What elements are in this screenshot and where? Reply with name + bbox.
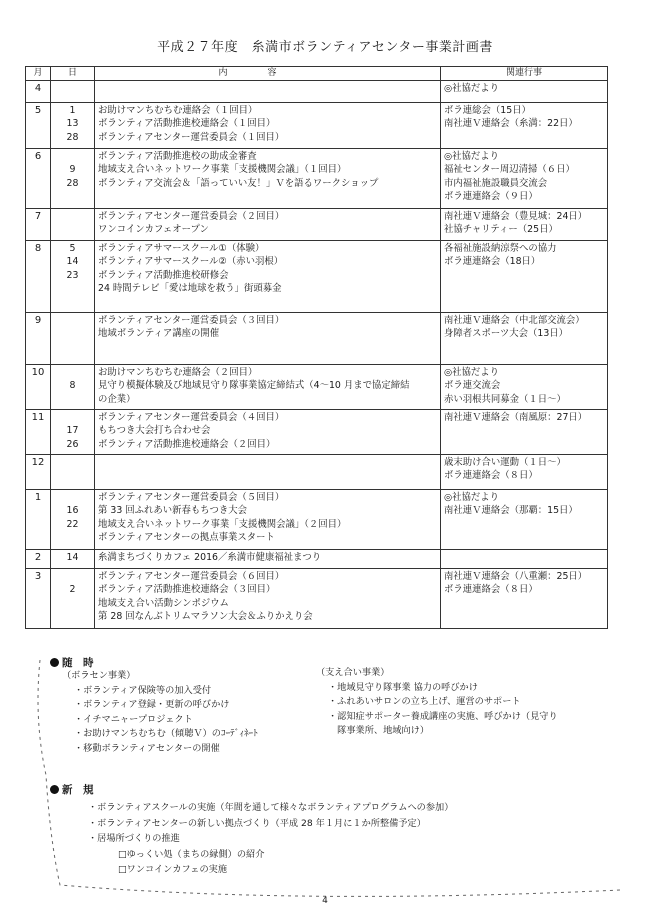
month-cell: 6 — [26, 149, 51, 209]
content-line: 地域支え合いネットワーク事業「支援機関会議」（２回目） — [98, 518, 347, 530]
month-cell: 8 — [26, 241, 51, 313]
ongoing-heading: 随 時 — [50, 655, 94, 670]
day-line: 14 — [66, 552, 79, 564]
page-number: 4 — [322, 896, 328, 906]
day-line: 28 — [66, 177, 79, 189]
content-line: ボランティアサマースクール①（体験） — [98, 243, 265, 255]
list-item: ・イチマニャープロジェクト — [74, 713, 193, 725]
content-line: ボランティア活動推進校の助成金審査 — [98, 151, 257, 163]
content-line: ボランティアセンター運営委員会（３回目） — [98, 315, 285, 327]
related-line: 各福祉施設納涼祭への協力 — [444, 243, 557, 255]
related-line: ◎社協だより — [444, 151, 500, 163]
list-item: ・ボランティアセンターの新しい拠点づくり（平成 28 年１月に１か所整備予定） — [88, 817, 426, 829]
related-line: 身障者スポーツ大会（13日） — [444, 328, 569, 340]
content-line: 見守り模擬体験及び地域見守り隊事業協定締結式（4～10 月まで協定締結 — [98, 380, 410, 392]
content-line: 糸満まちづくりカフェ 2016／糸満市健康福祉まつり — [98, 552, 322, 564]
list-item: ・認知症サポーター養成講座の実施、呼びかけ（見守り — [328, 710, 558, 722]
related-line: ボラ連連絡会（18日） — [444, 256, 541, 268]
content-line: 24 時間テレビ「愛は地球を救う」街頭募金 — [98, 282, 282, 294]
month-cell: 12 — [26, 455, 51, 490]
header-related: 関連行事 — [441, 67, 608, 81]
content-line: ボランティアセンター運営委員会（６回目） — [98, 571, 285, 583]
list-item: ・地域見守り隊事業 協力の呼びかけ — [328, 681, 478, 693]
content-line: ボランティアセンター運営委員会（４回目） — [98, 412, 285, 424]
day-line: 8 — [69, 380, 76, 392]
content-line: ボランティアセンター運営委員会（１回目） — [98, 131, 285, 143]
day-line: 14 — [66, 256, 79, 268]
content-line: ボランティアセンター運営委員会（５回目） — [98, 492, 285, 504]
related-line: 南社連Ｖ連絡会（那覇：15日） — [444, 505, 578, 517]
related-line: 南社連Ｖ連絡会（南風原：27日） — [444, 412, 588, 424]
day-line: 22 — [66, 518, 79, 530]
sasaeai-label: （支え合い事業） — [316, 667, 390, 678]
content-line: 第 33 回ふれあい新春もちつき大会 — [98, 505, 248, 517]
list-item: ・ボランティア保険等の加入受付 — [74, 684, 212, 696]
content-line: ボランティア活動推進校連絡会（２回目） — [98, 438, 276, 450]
borasen-label: （ボラセン事業） — [62, 670, 136, 681]
related-line: 南社連Ｖ連絡会（豊見城：24日） — [444, 211, 588, 223]
content-line: お助けマンちむちむ連絡会（１回目） — [98, 105, 258, 117]
related-line: ボラ連連絡会（８日） — [444, 470, 538, 482]
day-line: 13 — [66, 118, 79, 130]
content-line: ボランティア活動推進校連絡会（１回目） — [98, 118, 276, 130]
content-line: ボランティアサマースクール②（赤い羽根） — [98, 256, 284, 268]
list-item: ・移動ボランティアセンターの開催 — [74, 742, 220, 754]
day-line: 2 — [69, 584, 76, 596]
day-line: 17 — [66, 425, 79, 437]
related-line: 歳末助け合い運動（１日～） — [444, 457, 566, 469]
content-line: の企業） — [98, 393, 136, 405]
day-line: 9 — [69, 164, 76, 176]
related-line: ◎社協だより — [444, 367, 500, 379]
content-line: 第 28 回なんぶトリムマラソン大会＆ふりかえり会 — [98, 610, 313, 622]
list-item: ・ボランティアスクールの実施（年間を通して様々なボランティアプログラムへの参加） — [88, 802, 454, 813]
list-item: 隊事業所、地域向け） — [328, 725, 430, 736]
header-month: 月 — [26, 67, 51, 81]
list-item: ・ボランティア登録・更新の呼びかけ — [74, 699, 230, 710]
related-line: ボラ連総会（15日） — [444, 105, 531, 117]
related-line: 南社連Ｖ連絡会（八重瀬：25日） — [444, 571, 588, 583]
related-line: ◎社協だより — [444, 83, 500, 95]
content-line: 地域ボランティア講座の開催 — [98, 328, 220, 340]
content-line: ボランティア活動推進校連絡会（３回目） — [98, 584, 276, 596]
related-line: ボラ連連絡会（８日） — [444, 584, 538, 596]
content-line: 地域支え合い活動シンポジウム — [98, 597, 229, 609]
related-line: ボラ連連絡会（９日） — [444, 190, 538, 202]
month-cell: 9 — [26, 313, 51, 365]
month-cell: 3 — [26, 569, 51, 629]
day-line: 23 — [66, 269, 79, 281]
content-line: ワンコインカフェオープン — [98, 224, 209, 236]
month-cell: 1 — [26, 490, 51, 550]
related-line: ◎社協だより — [444, 492, 500, 504]
list-subitem: □ゆっくい処（まちの縁側）の紹介 — [118, 848, 265, 860]
content-line: もちつき大会打ち合わせ会 — [98, 425, 211, 437]
header-content: 内容 — [95, 67, 441, 81]
related-line: 南社連Ｖ連絡会（糸満：22日） — [444, 118, 578, 130]
month-cell: 10 — [26, 365, 51, 410]
month-cell: 7 — [26, 209, 51, 241]
list-item: ・ふれあいサロンの立ち上げ、運営のサポート — [328, 696, 521, 707]
related-line: 赤い羽根共同募金（１日～） — [444, 393, 566, 405]
day-line: 5 — [69, 243, 76, 255]
related-line: 南社連Ｖ連絡会（中北部交流会） — [444, 315, 585, 327]
header-day: 日 — [51, 67, 95, 81]
list-subitem: □ワンコインカフェの実施 — [118, 864, 228, 875]
content-line: ボランティア交流会＆「語っていい友！」Ｖを語るワークショップ — [98, 177, 379, 189]
content-line: ボランティア活動推進校研修会 — [98, 269, 229, 281]
day-line: 28 — [66, 131, 79, 143]
month-cell: 5 — [26, 103, 51, 149]
related-line: ボラ連交流会 — [444, 380, 501, 392]
content-line: 地域支え合いネットワーク事業「支援機関会議」（１回目） — [98, 164, 347, 176]
related-line: 福祉センター周辺清掃（６日） — [444, 164, 575, 176]
content-line: お助けマンちむちむ連絡会（２回目） — [98, 367, 258, 379]
month-cell: 4 — [26, 81, 51, 103]
day-line: 26 — [66, 438, 79, 450]
related-line: 市内福祉施設職員交流会 — [444, 177, 548, 189]
day-line: 16 — [66, 505, 79, 517]
day-line: 1 — [69, 105, 76, 117]
list-item: ・お助けマンちむちむ（傾聴Ｖ）のｺｰﾃﾞｨﾈｰﾄ — [74, 728, 258, 739]
related-line: 社協チャリティー（25日） — [444, 224, 558, 236]
content-line: ボランティアセンターの拠点事業スタート — [98, 531, 275, 543]
page-title: 平成２７年度 糸満市ボランティアセンター事業計画書 — [157, 40, 493, 55]
new-heading: 新 規 — [50, 782, 94, 797]
month-cell: 11 — [26, 410, 51, 455]
month-cell: 2 — [26, 550, 51, 569]
list-item: ・居場所づくりの推進 — [88, 833, 180, 844]
content-line: ボランティアセンター運営委員会（２回目） — [98, 211, 285, 223]
